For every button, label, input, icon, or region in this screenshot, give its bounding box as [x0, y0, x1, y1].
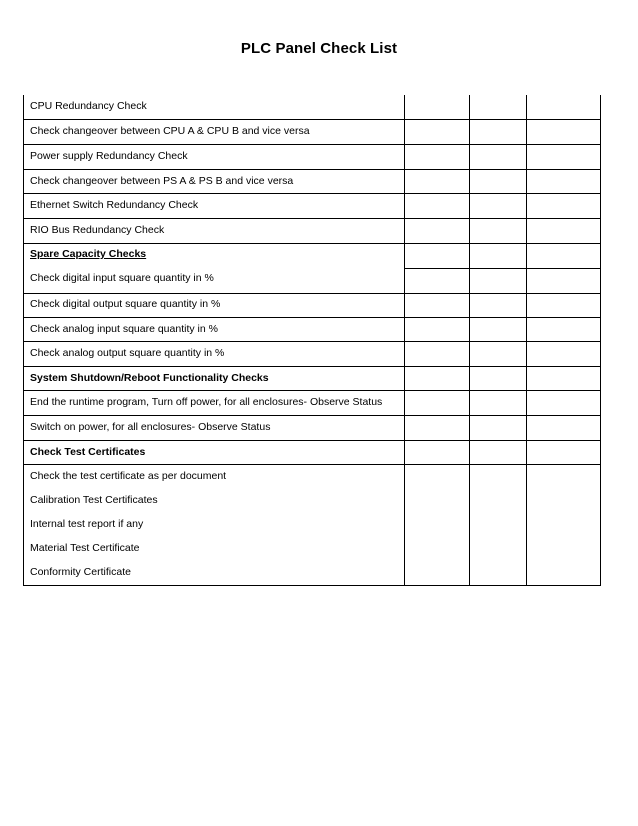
section-heading-row	[24, 441, 600, 465]
item-label: Check changeover between CPU A & CPU B and vice versa	[30, 125, 310, 137]
section-heading: Spare Capacity Checks	[30, 248, 147, 260]
section-heading-row	[24, 367, 600, 391]
page-title: PLC Panel Check List	[240, 40, 398, 57]
item-label: Check analog input square quantity in %	[30, 323, 218, 335]
checklist-table	[23, 95, 601, 586]
item-label: Switch on power, for all enclosures- Observe Status	[30, 421, 271, 433]
item-label: End the runtime program, Turn off power, for all enclosures- Observe Status	[30, 396, 383, 408]
table-row	[24, 342, 600, 367]
table-row	[24, 145, 600, 170]
table-row	[24, 317, 600, 342]
item-label: RIO Bus Redundancy Check	[30, 224, 165, 236]
section-heading: System Shutdown/Reboot Functionality Checks	[30, 372, 269, 384]
item-label: Check digital output square quantity in %	[30, 298, 221, 310]
item-label: Conformity Certificate	[30, 566, 131, 578]
item-label: CPU Redundancy Check	[30, 100, 147, 112]
table-row	[24, 391, 600, 416]
table-row	[24, 120, 600, 145]
table-row	[24, 416, 600, 441]
item-label: Check analog output square quantity in %	[30, 347, 225, 359]
item-label: Check changeover between PS A & PS B and vice versa	[30, 175, 294, 187]
table-row	[24, 219, 600, 244]
table-row	[24, 293, 600, 317]
table-row	[24, 95, 600, 120]
item-label: Check the test certificate as per document	[30, 470, 227, 482]
table-row	[24, 170, 600, 194]
section-heading: Check Test Certificates	[30, 446, 146, 458]
item-label: Power supply Redundancy Check	[30, 150, 188, 162]
item-label: Ethernet Switch Redundancy Check	[30, 199, 199, 211]
item-label: Check digital input square quantity in %	[30, 272, 214, 284]
item-label: Material Test Certificate	[30, 542, 140, 554]
item-label: Internal test report if any	[30, 518, 144, 530]
item-label: Calibration Test Certificates	[30, 494, 158, 506]
certificates-block	[24, 465, 600, 586]
cell-divider	[404, 268, 600, 269]
table-row	[24, 194, 600, 219]
